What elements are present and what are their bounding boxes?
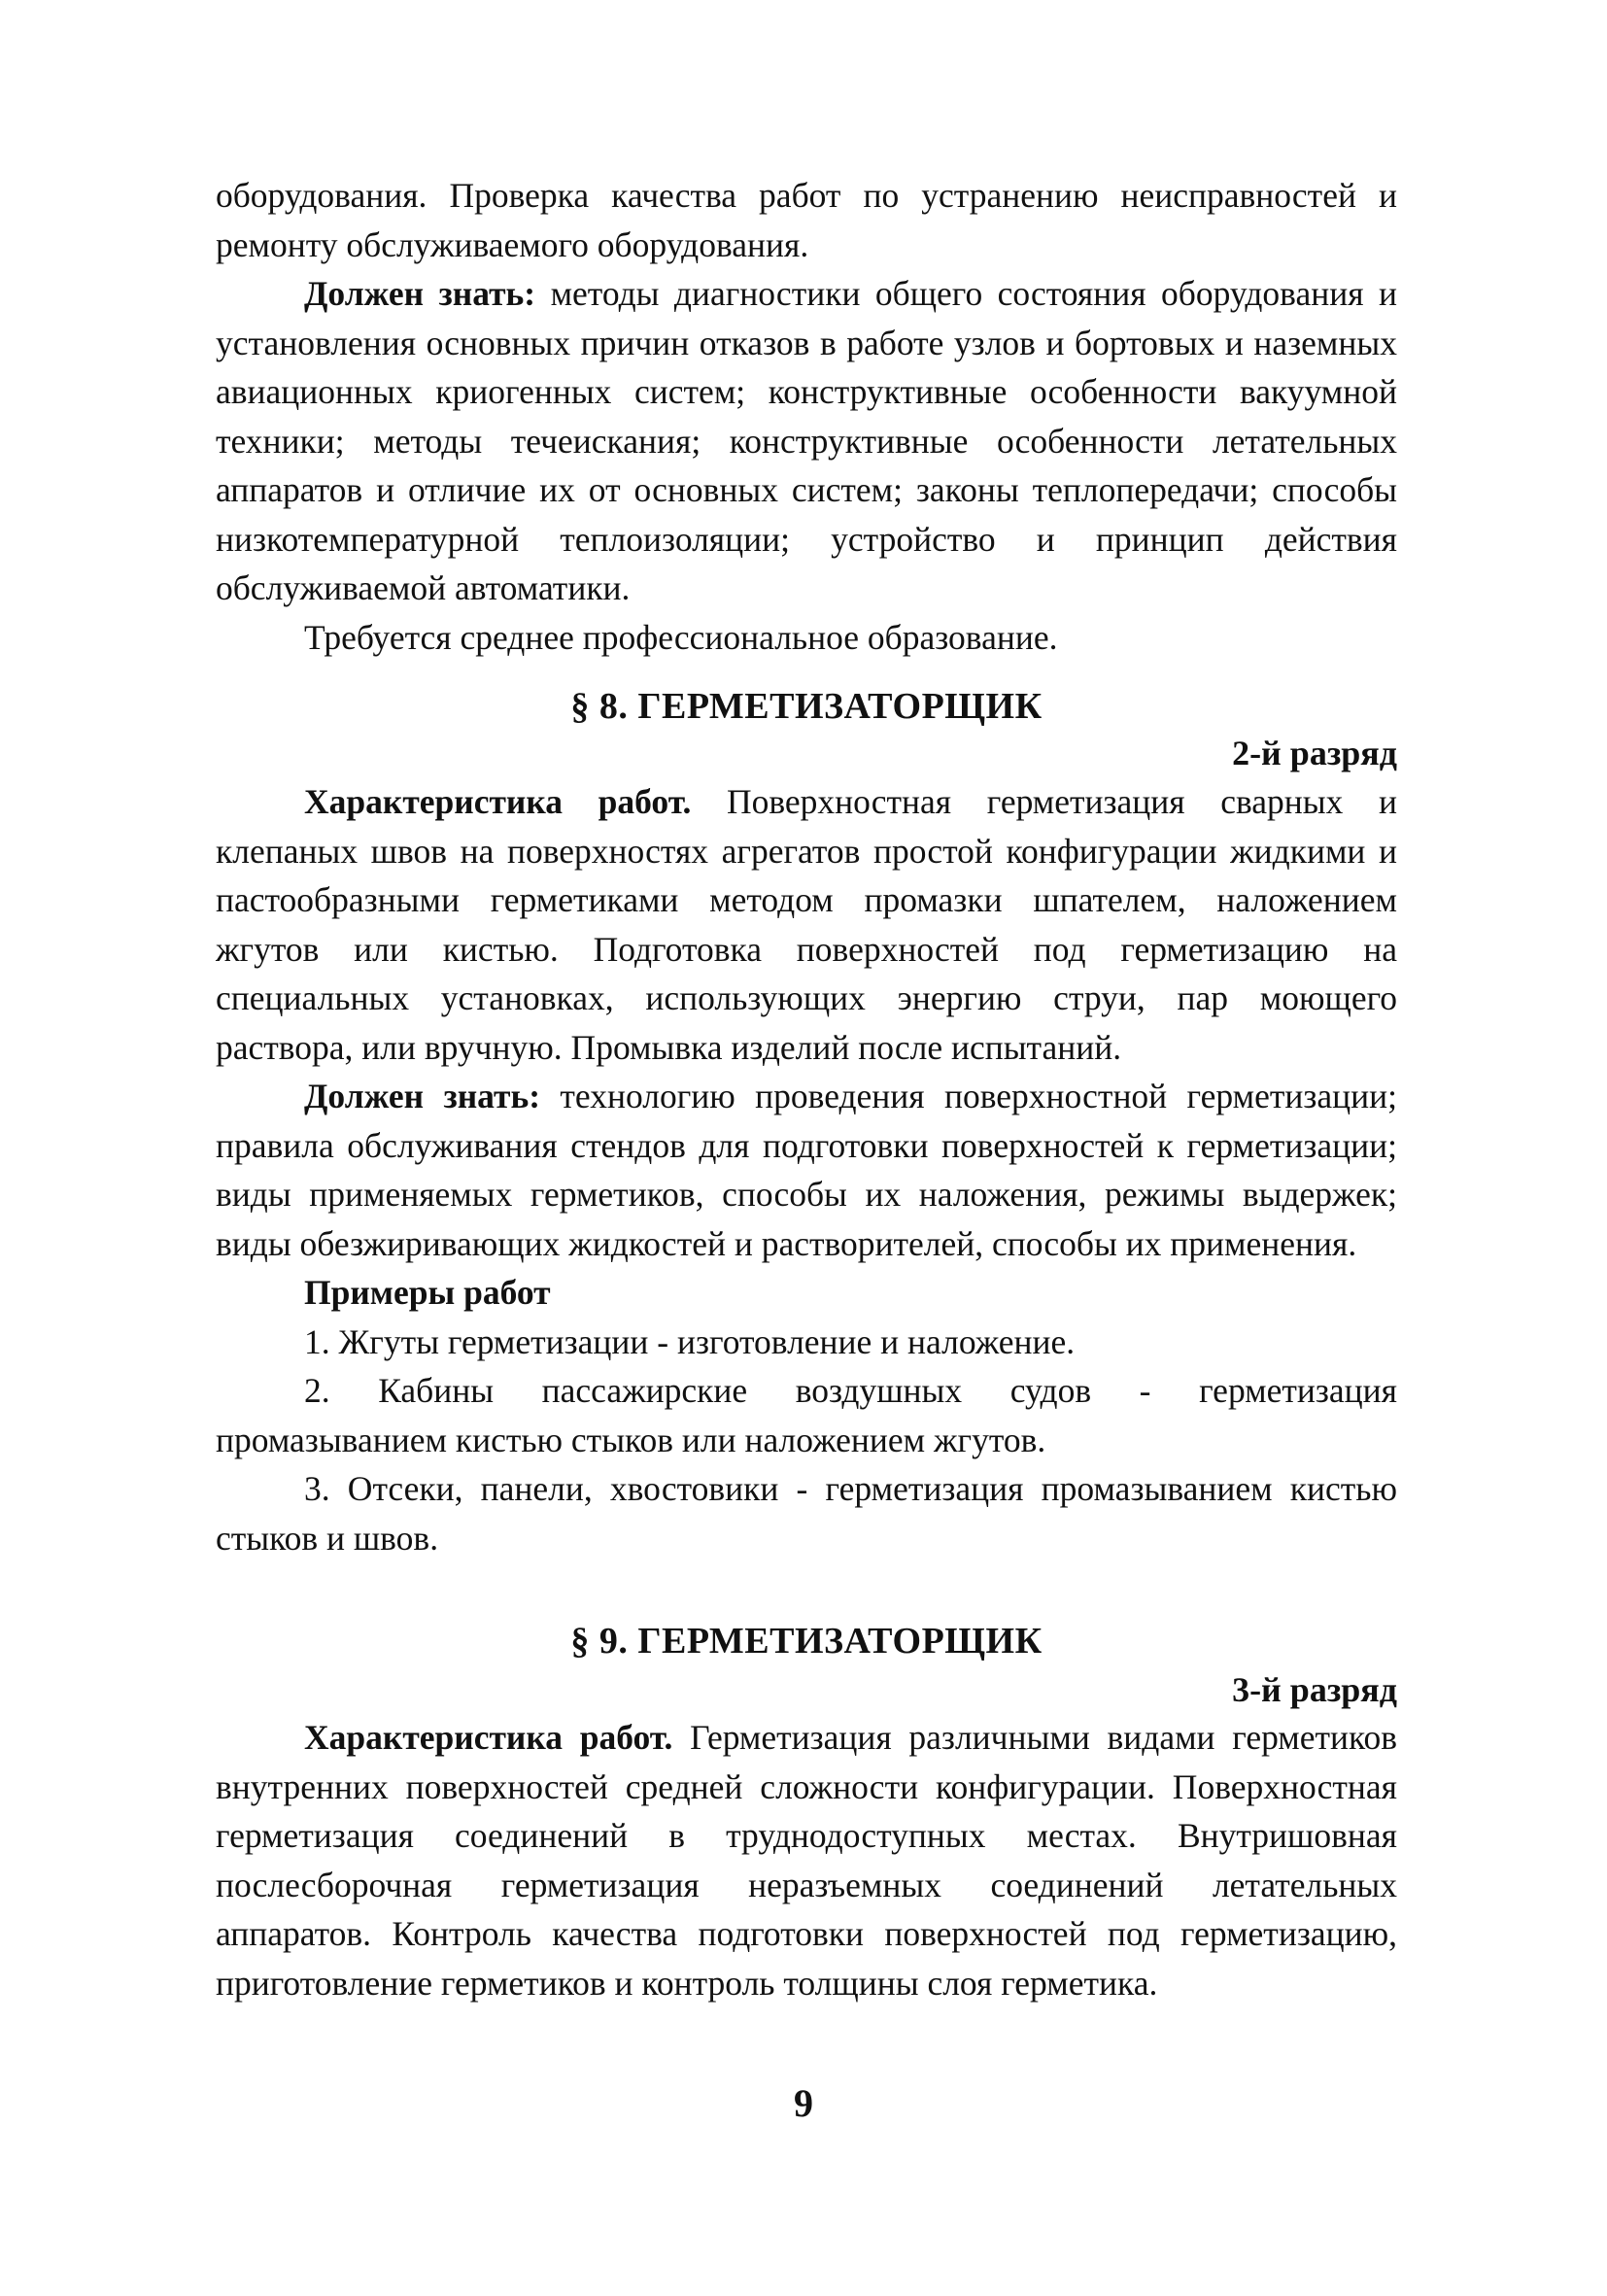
examples-label: Примеры работ [304, 1273, 551, 1312]
section-8-must-know [216, 1072, 1397, 1268]
section-9-rank: 3-й разряд [1232, 1670, 1397, 1709]
page-number: 9 [794, 2081, 813, 2125]
section-8-heading: § 8. ГЕРМЕТИЗАТОРЩИК [570, 686, 1043, 727]
must-know-text: технологию проведения поверхностной герметизации; правила обслуживания стендов для подготовки поверхностей к герметизации; виды применяемых герметиков, способы их наложения, режимы выдержек; виды обезжиривающих жидкостей и растворителей, способы их применения. [216, 1077, 1397, 1263]
characteristics-label: Характеристика работ. [304, 1718, 673, 1757]
example-item: 3. Отсеки, панели, хвостовики - герметизация промазыванием кистью стыков и швов. [216, 1469, 1397, 1558]
must-know-label: Должен знать: [304, 1077, 541, 1115]
paragraph-must-know [216, 269, 1397, 613]
example-item: 2. Кабины пассажирские воздушных судов - герметизация промазыванием кистью стыков или наложением жгутов. [216, 1371, 1397, 1459]
characteristics-label: Характеристика работ. [304, 782, 692, 821]
paragraph-education: Требуется среднее профессиональное образование. [304, 617, 1058, 657]
section-9-heading: § 9. ГЕРМЕТИЗАТОРЩИК [570, 1621, 1043, 1662]
paragraph-continuation: оборудования. Проверка качества работ по устранению неисправностей и ремонту обслуживаемого оборудования. [216, 176, 1397, 264]
example-item: 1. Жгуты герметизации - изготовление и наложение. [304, 1321, 1076, 1361]
section-9-characteristics [216, 1713, 1397, 2007]
section-8-body [216, 777, 1397, 1562]
section-9-body [216, 1713, 1397, 2007]
section-8-characteristics [216, 777, 1397, 1072]
section-8-rank: 2-й разряд [1232, 734, 1397, 772]
must-know-label: Должен знать: [304, 274, 536, 313]
characteristics-text: Герметизация различными видами герметиков внутренних поверхностей средней сложности конфигурации. Поверхностная герметизация соединений в труднодоступных местах. Внутришовная послесборочная герметизация неразъемных соединений летательных аппаратов. Контроль качества подготовки поверхностей под герметизацию, приготовление герметиков и контроль толщины слоя герметика. [216, 1718, 1397, 2003]
top-block [216, 171, 1397, 662]
characteristics-text: Поверхностная герметизация сварных и клепаных швов на поверхностях агрегатов простой конфигурации жидкими и пастообразными герметиками методом промазки шпателем, наложением жгутов или кистью. Подготовка поверхностей под герметизацию на специальных установках, использующих энергию струи, пар моющего раствора, или вручную. Промывка изделий после испытаний. [216, 782, 1397, 1067]
must-know-text: методы диагностики общего состояния оборудования и установления основных причин отказов в работе узлов и бортовых и наземных авиационных криогенных систем; конструктивные особенности вакуумной техники; методы течеискания; конструктивные особенности летательных аппаратов и отличие их от основных систем; законы теплопередачи; способы низкотемпературной теплоизоляции; устройство и принцип действия обслуживаемой автоматики. [216, 274, 1397, 607]
